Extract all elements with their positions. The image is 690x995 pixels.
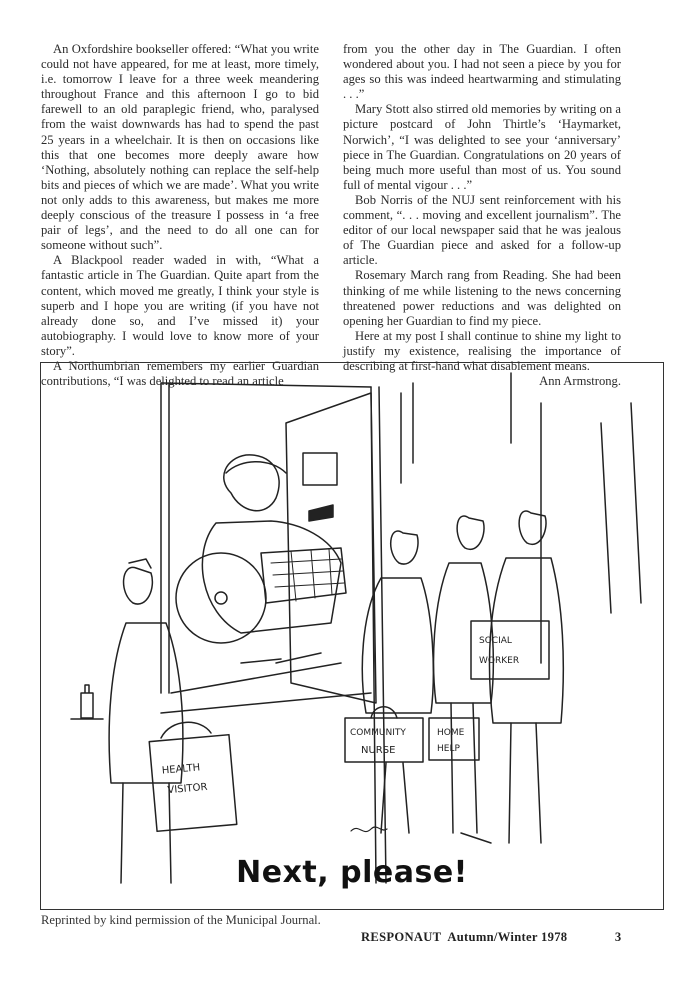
paragraph-rosemary-march: Rosemary March rang from Reading. She had been thinking of me while listening to the news concerning threatened power reductions and was delighted on opening her Guardian to find my piece. xyxy=(343,268,621,328)
social-worker-label-2: WORKER xyxy=(479,656,520,666)
cartoon-caption: Next, please! xyxy=(236,855,468,890)
community-nurse-label-2: NURSE xyxy=(361,745,396,756)
patient-body xyxy=(202,521,341,633)
home-help-head xyxy=(457,516,484,549)
community-nurse-head xyxy=(391,531,418,564)
door-sign xyxy=(303,453,337,485)
publication-title: RESPONAUT Autumn/Winter 1978 xyxy=(361,930,568,944)
cartoon-illustration xyxy=(40,362,664,910)
article-column-left xyxy=(41,42,319,389)
social-worker-head xyxy=(519,511,546,544)
social-worker-label-1: SOCIAL xyxy=(479,636,512,646)
paragraph-blackpool: A Blackpool reader waded in with, “What a fantastic article in The Guardian. Quite apart from the content, which moved me greatly, I think your style is superb and I hope you are writing (if you have not already done so, and I’ve missed it) your autobiography. I would love to know more of your story”. xyxy=(41,253,319,358)
wheelchair-wheel xyxy=(176,553,266,643)
page-footer xyxy=(361,930,621,945)
paragraph-bob-norris: Bob Norris of the NUJ sent reinforcement with his comment, “. . . moving and excellent journalism”. The editor of our local newspaper said that he was jealous of The Guardian piece and asked for a follow-up article. xyxy=(343,192,621,268)
reprint-credit: Reprinted by kind permission of the Municipal Journal. xyxy=(41,913,321,927)
article-column-right xyxy=(343,42,621,389)
health-visitor-label-2: VISITOR xyxy=(167,781,208,797)
paragraph-mary-stott: Mary Stott also stirred old memories by writing on a picture postcard of John Thirtle’s ‘Haymarket, Norwich’, “I was delighted to see your ‘anniversary’ piece in The Guardian. Congratulations on 20 years of being much more useful than most of us. You sound full of mental vigour . . .” xyxy=(343,102,621,192)
door-handle xyxy=(309,505,333,521)
door-frame-top xyxy=(161,383,371,387)
paragraph-oxfordshire: An Oxfordshire bookseller offered: “What you write could not have appeared, for me at least, more timely, i.e. tomorrow I leave for a three week meandering throughout France and this afternoon I go to bid farewell to an old paraplegic friend, who, paralysed from the waist downwards has had to spend the past 25 years in a wheelchair. It is then on occasions like this that one becomes more deeply aware how ‘Nothing, absolutely nothing can replace the self-help bits and pieces of which we are made’. What you write not only adds to this awareness, but makes me more deeply conscious of the treasure I possess in ‘a free pair of legs’, and the need to do all one can for someone without such”. xyxy=(41,42,319,253)
health-visitor-head xyxy=(124,567,153,604)
bottle xyxy=(81,685,93,718)
cartoon-drawing xyxy=(41,363,664,910)
community-nurse-label-1: COMMUNITY xyxy=(350,728,406,738)
page-number: 3 xyxy=(614,930,622,944)
home-help-label-2: HELP xyxy=(437,744,460,754)
health-visitor-label-1: HEALTH xyxy=(161,762,201,777)
tartan-blanket xyxy=(261,548,346,603)
home-help-coat xyxy=(434,563,494,703)
paragraph-continuation: from you the other day in The Guardian. I often wondered about you. I had not seen a piece by you for ages so this was indeed heartwarming and stimulating . . .” xyxy=(343,42,621,102)
home-help-label-1: HOME xyxy=(437,728,465,738)
paragraph-closing: Here at my post I shall continue to shine my light to justify my existence, realising the importance of describing at first-hand what disablement means. xyxy=(343,328,621,373)
paragraph-northumbrian: A Northumbrian remembers my earlier Guardian contributions, “I was delighted to read an article xyxy=(41,358,319,389)
author-signature: Ann Armstrong. xyxy=(539,374,621,389)
social-worker-bag xyxy=(471,621,549,679)
health-visitor-coat xyxy=(109,623,183,783)
